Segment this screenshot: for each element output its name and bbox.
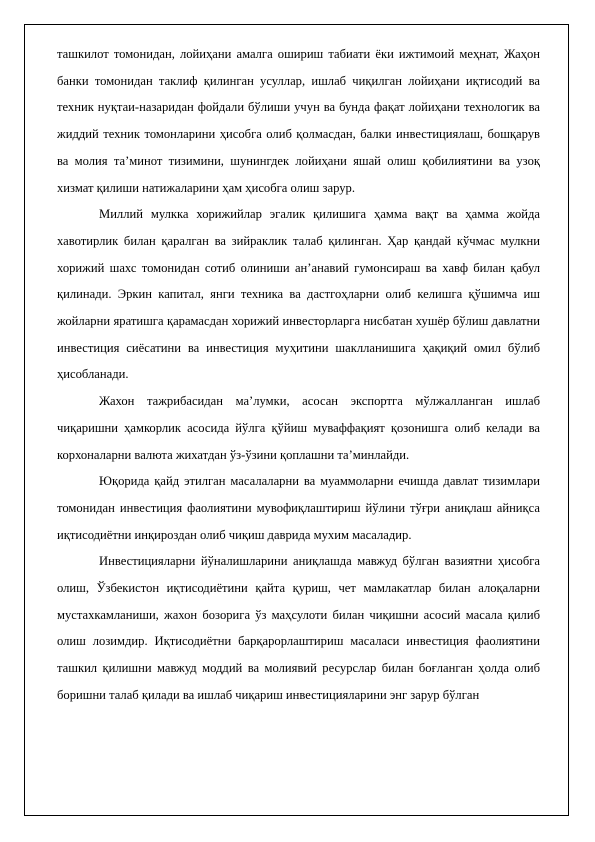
document-body: [57, 41, 540, 709]
paragraph-4: Юқорида қайд этилган масалаларни ва муаммоларни ечишда давлат тизимлари томонидан инвестиция фаолиятини мувофиқлаштириш йўлини тўғри аниқлаш айниқса иқтисодиётни инқироздан олиб чиқиш даврида мухим масаладир.: [57, 474, 540, 542]
paragraph-2: Миллий мулкка хорижийлар эгалик қилишига ҳамма вақт ва ҳамма жойда хавотирлик билан қаралган ва зийраклик талаб қилинган. Ҳар қандай кўчмас мулкни хорижий шахс томонидан сотиб олиниши анʼанавий гумонсираш ва хавф билан қабул қилинади. Эркин капитал, янги техника ва дастгоҳларни олиб келишга қўшимча иш жойларни яратишга қарамасдан хорижий инвесторларга нисбатан хушёр бўлиш давлатни инвестиция сиёсатини ва инвестиция муҳитини шаклланишига ҳақиқий омил бўлиб ҳисобланади.: [57, 207, 540, 382]
paragraph-3: Жахон тажрибасидан маʼлумки, асосан экспортга мўлжалланган ишлаб чиқаришни ҳамкорлик асосида йўлга қўйиш муваффақият қозонишга олиб келади ва корхоналарни валюта жихатдан ўз-ўзини қоплашни таʼминлайди.: [57, 394, 540, 462]
paragraph-5: Инвестицияларни йўналишларини аниқлашда мавжуд бўлган вазиятни ҳисобга олиш, Ўзбекистон иқтисодиётини қайта қуриш, чет мамлакатлар билан алоқаларни мустахкамланиши, жахон бозорига ўз маҳсулоти билан чиқишни асосий масала қилиб олиш лозимдир. Иқтисодиётни барқарорлаштириш масаласи инвестиция фаолиятини ташкил қилишни мавжуд моддий ва молиявий ресурслар билан боғланган ҳолда олиб боришни талаб қилади ва ишлаб чиқариш инвестицияларини энг зарур бўлган: [57, 554, 540, 702]
paragraph-1: ташкилот томонидан, лойиҳани амалга ошириш табиати ёки ижтимоий меҳнат, Жаҳон банки томонидан таклиф қилинган усуллар, ишлаб чиқилган лойиҳани иқтисодий ва техник нуқтаи-назаридан фойдали бўлиши учун ва бунда фақат лойиҳани технологик ва жиддий техник томонларини ҳисобга олиб қолмасдан, балки инвестициялаш, бошқарув ва молия таʼминот тизимини, шунингдек лойиҳани яшай олиш қобилиятини ва узоқ хизмат қилиши натижаларини ҳам ҳисобга олиш зарур.: [57, 47, 540, 195]
